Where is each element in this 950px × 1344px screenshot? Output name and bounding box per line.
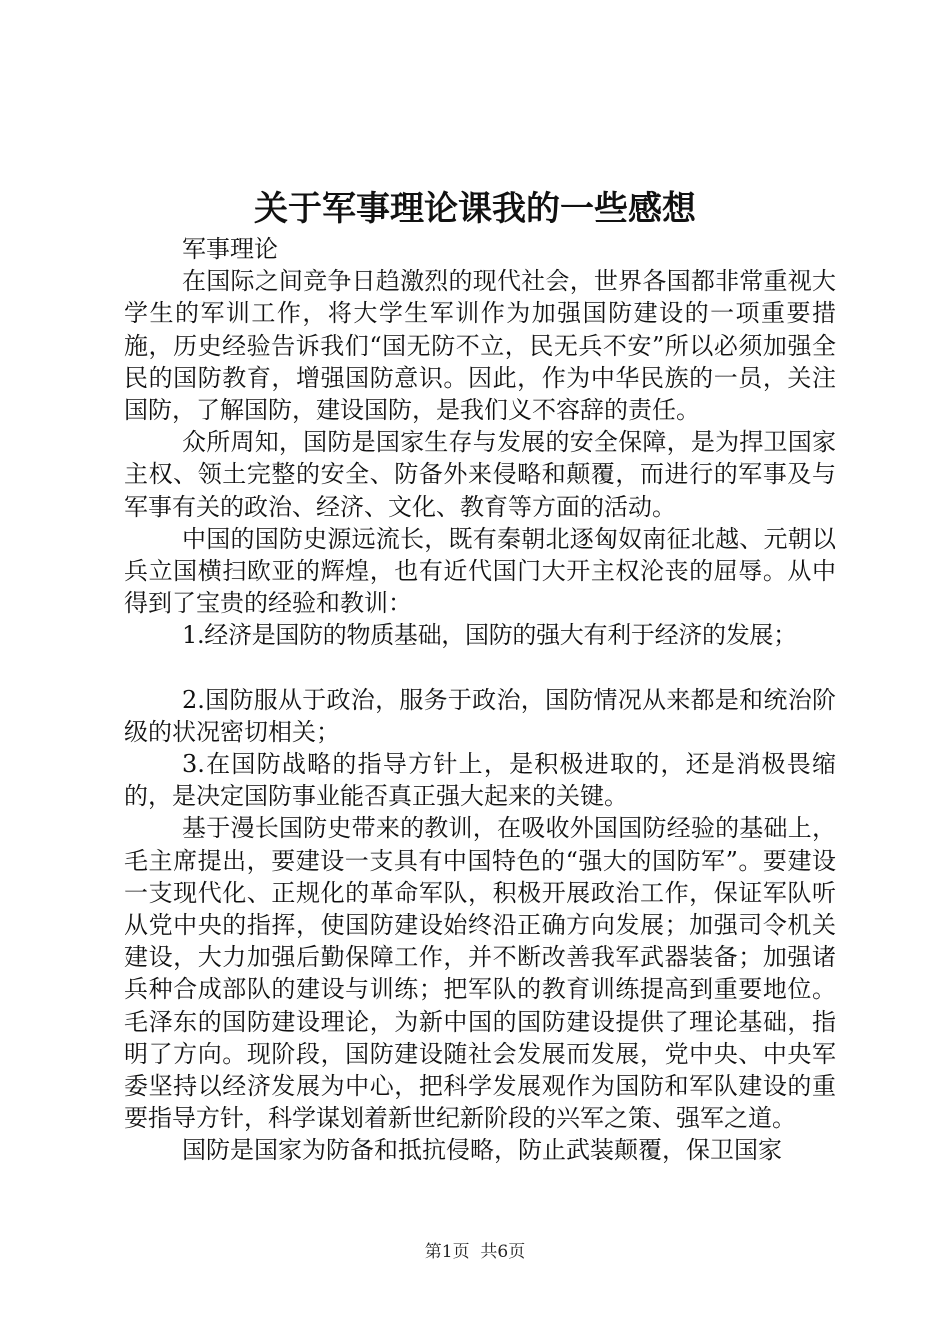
paragraph-subject: 军事理论 bbox=[182, 235, 278, 263]
paragraph: 在国际之间竞争日趋激烈的现代社会，世界各国都非常重视大学生的军训工作，将大学生军训作为加强国防建设的一项重要措施，历史经验告诉我们“国无防不立，民无兵不安”所以必须加强全民的国防教育，增强国防意识。因此，作为中华民族的一员，关注国防，了解国防，建设国防，是我们义不容辞的责任。 bbox=[124, 267, 836, 425]
page-footer: 第1页 共6页 bbox=[424, 1242, 526, 1262]
paragraph: 基于漫长国防史带来的教训，在吸收外国国防经验的基础上，毛主席提出，要建设一支具有中国特色的“强大的国防军”。要建设一支现代化、正规化的革命军队，积极开展政治工作，保证军队听从党中央的指挥，使国防建设始终沿正确方向发展；加强司令机关建设，大力加强后勤保障工作，并不断改善我军武器装备；加强诸兵种合成部队的建设与训练；把军队的教育训练提高到重要地位。毛泽东的国防建设理论，为新中国的国防建设提供了理论基础，指明了方向。现阶段，国防建设随社会发展而发展，党中央、中央军委坚持以经济发展为中心，把科学发展观作为国防和军队建设的重要指导方针，科学谋划着新世纪新阶段的兴军之策、强军之道。 bbox=[124, 814, 836, 1133]
paragraph: 中国的国防史源远流长，既有秦朝北逐匈奴南征北越、元朝以兵立国横扫欧亚的辉煌，也有近代国门大开主权沦丧的屈辱。从中得到了宝贵的经验和教训： bbox=[124, 524, 836, 618]
paragraph: 众所周知，国防是国家生存与发展的安全保障，是为捍卫国家主权、领土完整的安全、防备外来侵略和颠覆，而进行的军事及与军事有关的政治、经济、文化、教育等方面的活动。 bbox=[124, 428, 836, 521]
list-item: 3.在国防战略的指导方针上，是积极进取的，还是消极畏缩的，是决定国防事业能否真正强大起来的关键。 bbox=[124, 750, 836, 811]
list-item: 2.国防服从于政治，服务于政治，国防情况从来都是和统治阶级的状况密切相关； bbox=[124, 685, 836, 746]
paragraph: 国防是国家为防备和抵抗侵略，防止武装颠覆，保卫国家 bbox=[182, 1136, 782, 1165]
document-title: 关于军事理论课我的一些感想 bbox=[254, 189, 696, 229]
document-body bbox=[124, 233, 836, 1167]
list-item: 1.经济是国防的物质基础，国防的强大有利于经济的发展； bbox=[182, 621, 797, 650]
blank-line bbox=[124, 652, 836, 684]
